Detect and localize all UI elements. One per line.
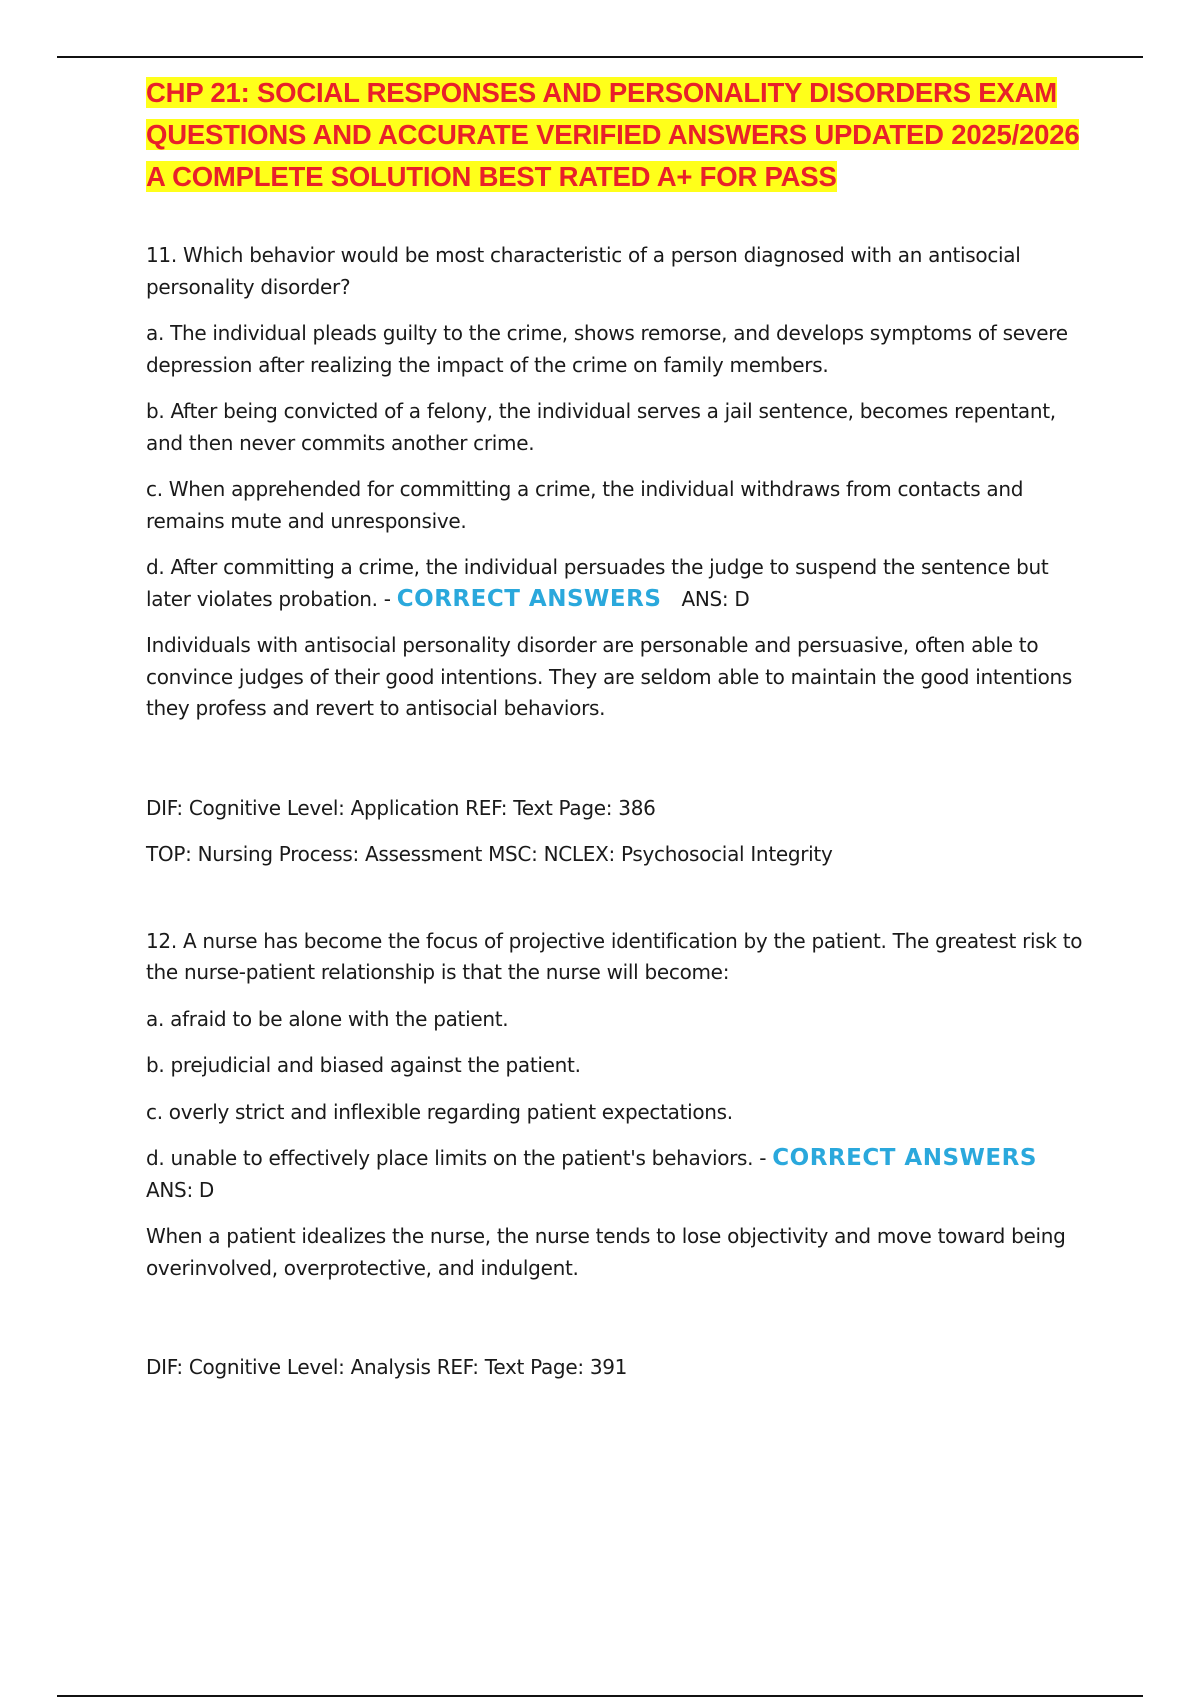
q11-option-b: b. After being convicted of a felony, the individual serves a jail sentence, becomes repentant, and then never commits another crime. [146,399,1056,455]
bottom-rule [57,1695,1143,1697]
document-body [146,72,1096,1384]
q12-option-d-text: d. unable to effectively place limits on the patient's behaviors. - [146,1146,767,1170]
top-rule [57,56,1143,58]
title-line-3: A COMPLETE SOLUTION BEST RATED A+ FOR PASS [146,161,837,192]
q11-answer: ANS: D [681,586,750,611]
q11-option-d-text: d. After committing a crime, the individual persuades the judge to suspend the sentence but later violates probation. - [146,555,1049,611]
q12-option-c: c. overly strict and inflexible regarding patient expectations. [146,1099,733,1124]
title-line-2: QUESTIONS AND ACCURATE VERIFIED ANSWERS UPDATED 2025/2026 [146,119,1080,150]
q11-question: 11. Which behavior would be most characteristic of a person diagnosed with an antisocial personality disorder? [146,243,1021,299]
q12-dif: DIF: Cognitive Level: Analysis REF: Text Page: 391 [146,1355,628,1379]
q12-correct-label: CORRECT ANSWERS [772,1145,1037,1171]
q11-option-d [146,552,1096,615]
q12-option-a: a. afraid to be alone with the patient. [146,1006,509,1031]
q11-dif: DIF: Cognitive Level: Application REF: Text Page: 386 [146,795,656,820]
q11-correct-label: CORRECT ANSWERS [396,585,662,612]
q11-rationale: Individuals with antisocial personality disorder are personable and persuasive, often able to convince judges of their good intentions. They are seldom able to maintain the good intentions they profess and revert to antisocial behaviors. [146,633,1073,720]
q12-rationale: When a patient idealizes the nurse, the nurse tends to lose objectivity and move toward being overinvolved, overprotective, and indulgent. [146,1224,1066,1280]
q12-answer: ANS: D [146,1177,215,1202]
q12-option-d [146,1143,1096,1206]
q11-option-a: a. The individual pleads guilty to the crime, shows remorse, and develops symptoms of severe depression after realizing the impact of the crime on family members. [146,321,1068,377]
q12-question: 12. A nurse has become the focus of projective identification by the patient. The greatest risk to the nurse-patient relationship is that the nurse will become: [146,928,1083,984]
document-title [146,72,1096,198]
q11-option-c: c. When apprehended for committing a crime, the individual withdraws from contacts and remains mute and unresponsive. [146,477,1024,533]
title-line-1: CHP 21: SOCIAL RESPONSES AND PERSONALITY DISORDERS EXAM [146,77,1057,108]
q11-top: TOP: Nursing Process: Assessment MSC: NCLEX: Psychosocial Integrity [146,842,833,866]
q12-option-b: b. prejudicial and biased against the patient. [146,1053,581,1077]
